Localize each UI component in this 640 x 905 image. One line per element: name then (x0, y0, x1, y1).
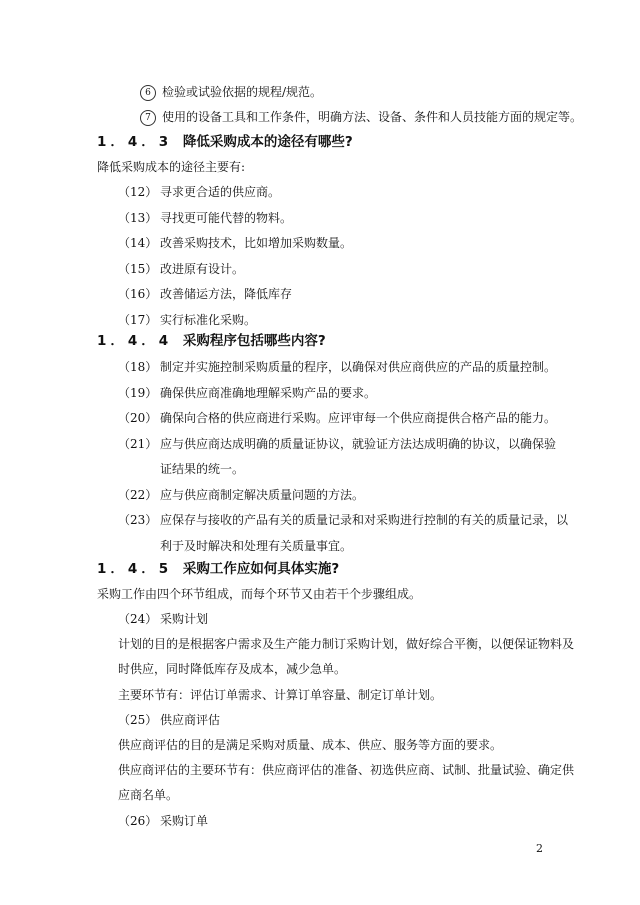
circled-number: 7 (140, 110, 156, 126)
subheading: 供应商评估 (160, 713, 221, 727)
list-item-text: 寻找更可能代替的物料。 (160, 210, 293, 225)
item-number: （14） (118, 236, 158, 250)
section-title: 采购工作应如何具体实施? (182, 561, 340, 577)
item-number: （17） (118, 312, 158, 327)
paragraph: 采购工作由四个环节组成，而每个环节又由若干个步骤组成。 (97, 587, 422, 601)
list-item-text: 应与供应商达成明确的质量证协议，就验证方法达成明确的协议，以确保验 (160, 436, 557, 451)
section-number: 1．4．3 (97, 134, 173, 150)
section-heading (97, 333, 326, 349)
list-item-text: 确保供应商准确地理解采购产品的要求。 (160, 385, 377, 400)
paragraph-line: 应商名单。 (118, 788, 179, 802)
item-number: （24） (118, 612, 158, 626)
item-number: （19） (118, 385, 158, 400)
paragraph-line: 计划的目的是根据客户需求及生产能力制订采购计划，做好综合平衡，以便保证物料及 (118, 637, 575, 651)
item-number: （13） (118, 210, 158, 225)
item-number: （22） (118, 487, 158, 502)
subheading: 采购订单 (160, 814, 209, 828)
section-number: 1．4．4 (97, 333, 173, 349)
paragraph-line: 时供应，同时降低库存及成本，减少急单。 (118, 662, 347, 676)
paragraph: 主要环节有：评估订单需求、计算订单容量、制定订单计划。 (118, 688, 443, 702)
section-title: 采购程序包括哪些内容? (182, 333, 326, 349)
list-item-text: 制定并实施控制采购质量的程序，以确保对供应商供应的产品的质量控制。 (160, 360, 557, 374)
circled-number: 6 (140, 85, 156, 101)
paragraph-line: 供应商评估的主要环节有：供应商评估的准备、初选供应商、试制、批量试验、确定供 (118, 763, 575, 777)
list-item-text: 使用的设备工具和工作条件，明确方法、设备、条件和人员技能方面的规定等。 (162, 110, 583, 124)
item-number: （18） (118, 360, 158, 374)
section-heading (97, 134, 353, 150)
item-number: （21） (118, 436, 158, 451)
item-number: （23） (118, 513, 158, 527)
list-item-text: 改进原有设计。 (160, 261, 245, 276)
list-item-text: 确保向合格的供应商进行采购。应评审每一个供应商提供合格产品的能力。 (160, 411, 557, 425)
list-item-text: 改善采购技术，比如增加采购数量。 (160, 236, 353, 250)
list-item-text: 利于及时解决和处理有关质量事宜。 (160, 538, 353, 553)
list-item-text: 实行标准化采购。 (160, 312, 257, 327)
paragraph: 降低采购成本的途径主要有: (97, 160, 246, 174)
list-item-text: 改善储运方法，降低库存 (160, 287, 293, 301)
item-number: （20） (118, 411, 158, 425)
section-heading (97, 561, 339, 577)
list-item-text: 寻求更合适的供应商。 (160, 185, 281, 199)
item-number: （25） (118, 713, 158, 727)
list-item-text: 证结果的统一。 (160, 462, 245, 476)
subheading: 采购计划 (160, 612, 209, 626)
item-number: （12） (118, 185, 158, 199)
item-number: （15） (118, 261, 158, 276)
list-item-text: 检验或试验依据的规程/规范。 (162, 85, 323, 99)
list-item-text: 应保存与接收的产品有关的质量记录和对采购进行控制的有关的质量记录，以 (160, 513, 569, 527)
section-title: 降低采购成本的途径有哪些? (182, 134, 353, 150)
paragraph: 供应商评估的目的是满足采购对质量、成本、供应、服务等方面的要求。 (118, 738, 503, 752)
section-number: 1．4．5 (97, 561, 173, 577)
item-number: （26） (118, 814, 158, 828)
list-item-text: 应与供应商制定解决质量问题的方法。 (160, 487, 365, 502)
item-number: （16） (118, 287, 158, 301)
page-number: 2 (536, 842, 543, 855)
